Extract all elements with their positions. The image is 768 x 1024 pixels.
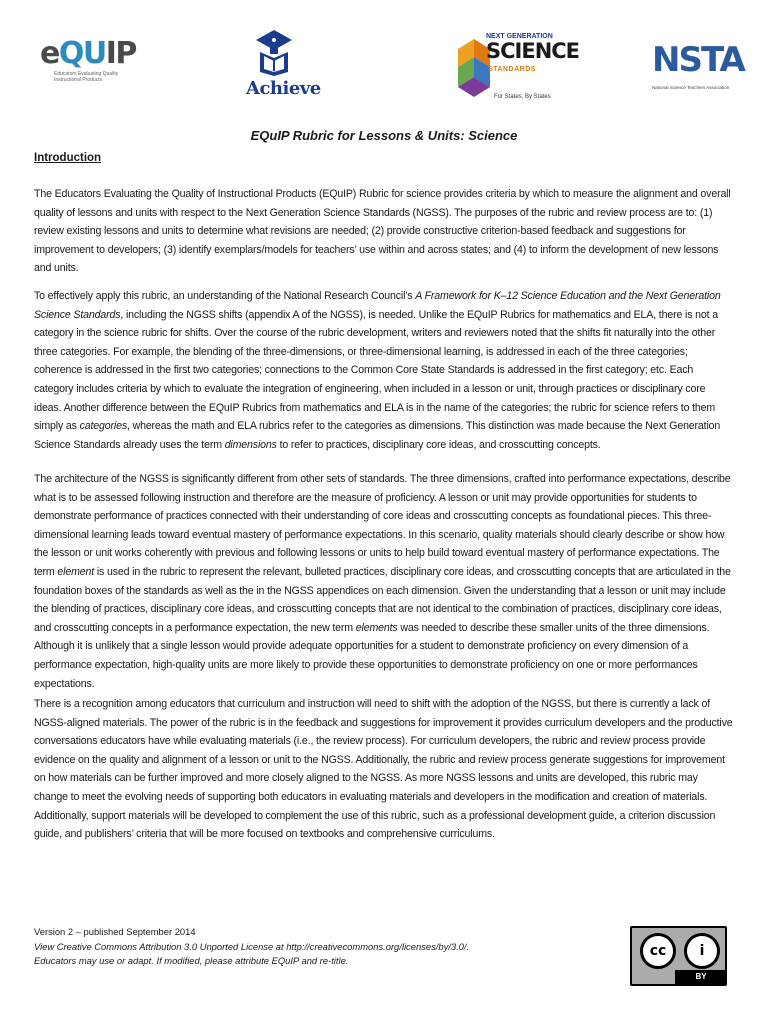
achieve-wordmark: Achieve: [246, 78, 321, 99]
intro-paragraph-3: The architecture of the NGSS is significantly different from other sets of standards. The three dimensions, crafted into performance expectations, describe what is to be assessed following instruction and therefore are the measure of proficiency. A lesson or unit may provide opportunities for students to demonstrate performance of practices connected with their understanding of core ideas and crosscutting concepts as foundational pieces. This three-dimensional learning leads toward eventual mastery of performance expectations. In this scenario, quality materials should clearly describe or show how the lesson or unit works coherently with previous and following lessons or units to help build toward eventual mastery of performance expectations. The term element is used in the rubric to represent the relevant, bulleted practices, disciplinary core ideas, and crosscutting concepts that are articulated in the foundation boxes of the standards as well as the in the NGSS appendices on each dimension. Given the understanding that a lesson or unit may include the blending of practices, disciplinary core ideas, and crosscutting concepts that are not identical to the combination of practices, disciplinary core ideas, and crosscutting concepts in a performance expectation, the new term elements was needed to describe these smaller units of the three dimensions. Although it is unlikely that a single lesson would provide adequate opportunities for a student to demonstrate proficiency on every dimension of a performance expectation, high-quality units are more likely to provide these opportunities to demonstrate proficiency on one or more performances expectations.: [34, 473, 731, 690]
equip-logo: [40, 36, 136, 98]
achieve-emblem-icon: [246, 28, 302, 78]
cc-icon: cc: [640, 933, 676, 969]
ngss-logo: [456, 33, 580, 105]
document-title: EQuIP Rubric for Lessons & Units: Science: [250, 128, 518, 143]
achieve-logo: [246, 28, 321, 102]
license-line[interactable]: View Creative Commons Attribution 3.0 Unported License at http://creativecommons.org/licenses/by/3.0/.: [34, 940, 470, 952]
version-line: Version 2 – published September 2014: [34, 926, 196, 937]
ngss-sub-label: STANDARDS: [488, 66, 536, 73]
ngss-main-label: SCIENCE: [486, 39, 580, 63]
nsta-wordmark: NSTA: [652, 40, 744, 80]
framework-title: A Framework for K–12 Science Education and the Next Generation Science Standards: [34, 290, 721, 321]
intro-paragraph-2: To effectively apply this rubric, an understanding of the National Research Council’s A Framework for K–12 Science Education and the Next Generation Science Standards, including the NGSS shifts (appendix A of the NGSS), is needed. Unlike the EQuIP Rubrics for mathematics and ELA, there is not a category in the science rubric for shifts. Over the course of the rubric development, writers and reviewers noted that the shifts fit naturally into the other three categories. For example, the blending of the three-dimensions, or three-dimensional learning, is addressed in each of the three categories; coherence is addressed in the first two categories; connections to the Common Core State Standards is addressed in the first category; etc. Each category includes criteria by which to evaluate the integration of engineering, when included in a lesson or unit, through practices or disciplinary core ideas. Another difference between the EQuIP Rubrics from mathematics and ELA is in the name of the categories; the rubric for science refers to them simply as categories, whereas the math and ELA rubrics refer to the categories as dimensions. This distinction was made because the Next Generation Science Standards already uses the term dimensions to refer to practices, disciplinary core ideas, and crosscutting concepts.: [34, 290, 721, 451]
usage-line: Educators may use or adapt. If modified, please attribute EQuIP and re-title.: [34, 955, 349, 967]
intro-paragraph-4: There is a recognition among educators that curriculum and instruction will need to shift with the adoption of the NGSS, but there is currently a lack of NGSS-aligned materials. The power of the rubric is in the feedback and suggestions for improvement it provides curriculum developers and the productive conversations educators have while evaluating materials (i.e., the review process). For curriculum developers, the rubric and review process provide evidence on the quality and alignment of a lesson or unit to the NGSS. Additionally, the rubric and review process generate suggestions for improvement on how materials can be further improved and more closely aligned to the NGSS. As more NGSS lessons and units are developed, this rubric may change to meet the evolving needs of supporting both educators in evaluating materials and developers in the modification and creation of materials. Additionally, support materials will be developed to complement the use of this rubric, such as a professional development guide, a criterion discussion guide, and publishers’ criteria that will be more focused on textbooks and comprehensive curriculums.: [34, 698, 733, 841]
section-heading: Introduction: [34, 152, 102, 164]
cc-by-label: BY: [675, 970, 727, 984]
intro-paragraph-1: The Educators Evaluating the Quality of Instructional Products (EQuIP) Rubric for science provides criteria by which to measure the alignment and overall quality of lessons and units with respect to the Next Generation Science Standards (NGSS). The purposes of the rubric and review process are to: (1) review existing lessons and units to determine what revisions are needed; (2) provide constructive criterion-based feedback and suggestions for improvement to developers; (3) identify exemplars/models for teachers’ use within and across states; and (4) to inform the development of new lessons and units.: [34, 188, 731, 275]
ngss-top-label: NEXT GENERATION: [486, 33, 553, 40]
nsta-logo: [652, 38, 744, 98]
nsta-tagline: National Science Teachers Association: [652, 85, 730, 90]
ngss-tagline: For States, By States: [494, 94, 551, 100]
logo-row: [0, 0, 768, 110]
equip-tagline: Educators Evaluating Quality Instructional Products: [54, 71, 119, 83]
creative-commons-badge[interactable]: [630, 926, 727, 986]
equip-wordmark: eQUIP: [40, 36, 136, 71]
attribution-person-icon: i: [684, 933, 720, 969]
footer: [34, 925, 469, 969]
